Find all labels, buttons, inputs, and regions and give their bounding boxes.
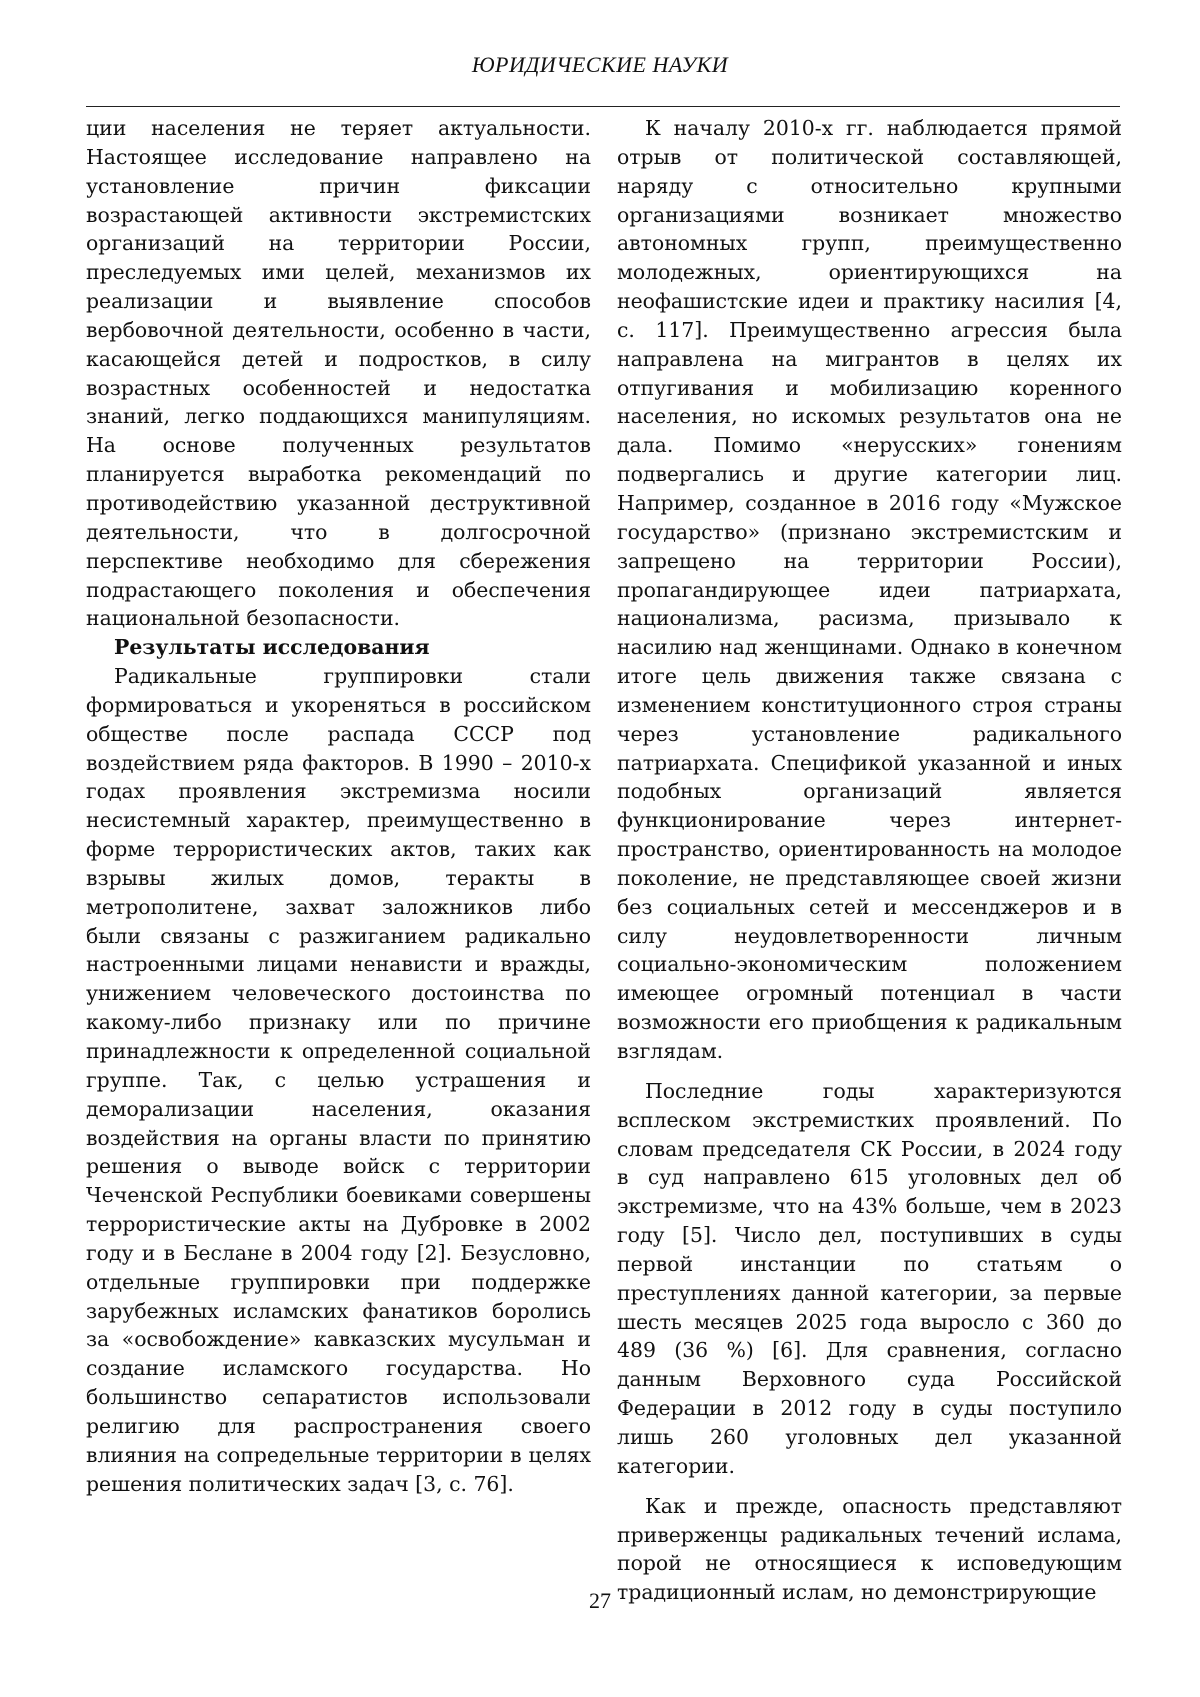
left-paragraph-2: Радикальные группировки стали формироваться и укореняться в российском обществе после распада СССР под воздействием ряда факторов. В 1990 – 2010-х годах проявления экстремизма носили несистемный характер, преимущественно в форме террористических актов, таких как взрывы жилых домов, теракты в метрополитене, захват заложников либо были связаны с разжиганием радикально настроенными лицами ненависти и вражды, унижением человеческого достоинства по какому-либо признаку или по причине принадлежности к определенной социальной группе. Так, с целью устрашения и деморализации населения, оказания воздействия на органы власти по принятию решения о выводе войск с территории Чеченской Республики боевиками совершены террористические акты на Дубровке в 2002 году и в Беслане в 2004 году [2]. Безусловно, отдельные группировки при поддержке зарубежных исламских фанатиков боролись за «освобождение» кавказских мусульман и создание исламского государства. Но большинство сепаратистов использовали религию для распространения своего влияния на сопредельные территории в целях решения политических задач [3, с. 76]. [86, 664, 591, 1496]
right-paragraph-2: Последние годы характеризуются всплеском экстремистких проявлений. По словам председателя СК России, в 2024 году в суд направлено 615 уголовных дел об экстремизме, что на 43% больше, чем в 2023 году [5]. Число дел, поступивших в суды первой инстанции по статьям о преступлениях данной категории, за первые шесть месяцев 2025 года выросло с 360 до 489 (36 %) [6]. Для сравнения, согласно данным Верховного суда Российской Федерации в 2012 году в суды поступило лишь 260 уголовных дел указанной категории. [617, 1078, 1122, 1478]
header-rule [86, 106, 1120, 107]
left-column [86, 114, 591, 1499]
page-number: 27 [589, 1588, 611, 1613]
running-header: ЮРИДИЧЕСКИЕ НАУКИ [471, 52, 729, 77]
right-column [617, 114, 1122, 1607]
section-heading: Результаты исследования [114, 635, 430, 660]
left-paragraph-1: ции населения не теряет актуальности. Настоящее исследование направлено на установление причин фиксации возрастающей активности экстремистских организаций на территории России, преследуемых ими целей, механизмов их реализации и выявление способов вербовочной деятельности, особенно в части, касающейся детей и подростков, в силу возрастных особенностей и недостатка знаний, легко поддающихся манипуляциям. На основе полученных результатов планируется выработка рекомендаций по противодействию указанной деструктивной деятельности, что в долгосрочной перспективе необходимо для сбережения подрастающего поколения и обеспечения национальной безопасности. [86, 116, 591, 631]
right-paragraph-3: Как и прежде, опасность представляют приверженцы радикальных течений ислама, порой не относящиеся к исповедующим традиционный ислам, но демонстрирующие [617, 1493, 1122, 1605]
right-paragraph-1: К началу 2010-х гг. наблюдается прямой отрыв от политической составляющей, наряду с относительно крупными организациями возникает множество автономных групп, преимущественно молодежных, ориентирующихся на неофашистские идеи и практику насилия [4, с. 117]. Преимущественно агрессия была направлена на мигрантов в целях их отпугивания и мобилизацию коренного населения, но искомых результатов она не дала. Помимо «нерусских» гонениям подвергались и другие категории лиц. Например, созданное в 2016 году «Мужское государство» (признано экстремистским и запрещено на территории России), пропагандирующее идеи патриархата, национализма, расизма, призывало к насилию над женщинами. Однако в конечном итоге цель движения также связана с изменением конституционного строя страны через установление радикального патриархата. Спецификой указанной и иных подобных организаций является функционирование через интернет-пространство, ориентированность на молодое поколение, не представляющее своей жизни без социальных сетей и мессенджеров и в силу неудовлетворенности личным социально-экономическим положением имеющее огромный потенциал в части возможности его приобщения к радикальным взглядам. [617, 116, 1122, 1063]
